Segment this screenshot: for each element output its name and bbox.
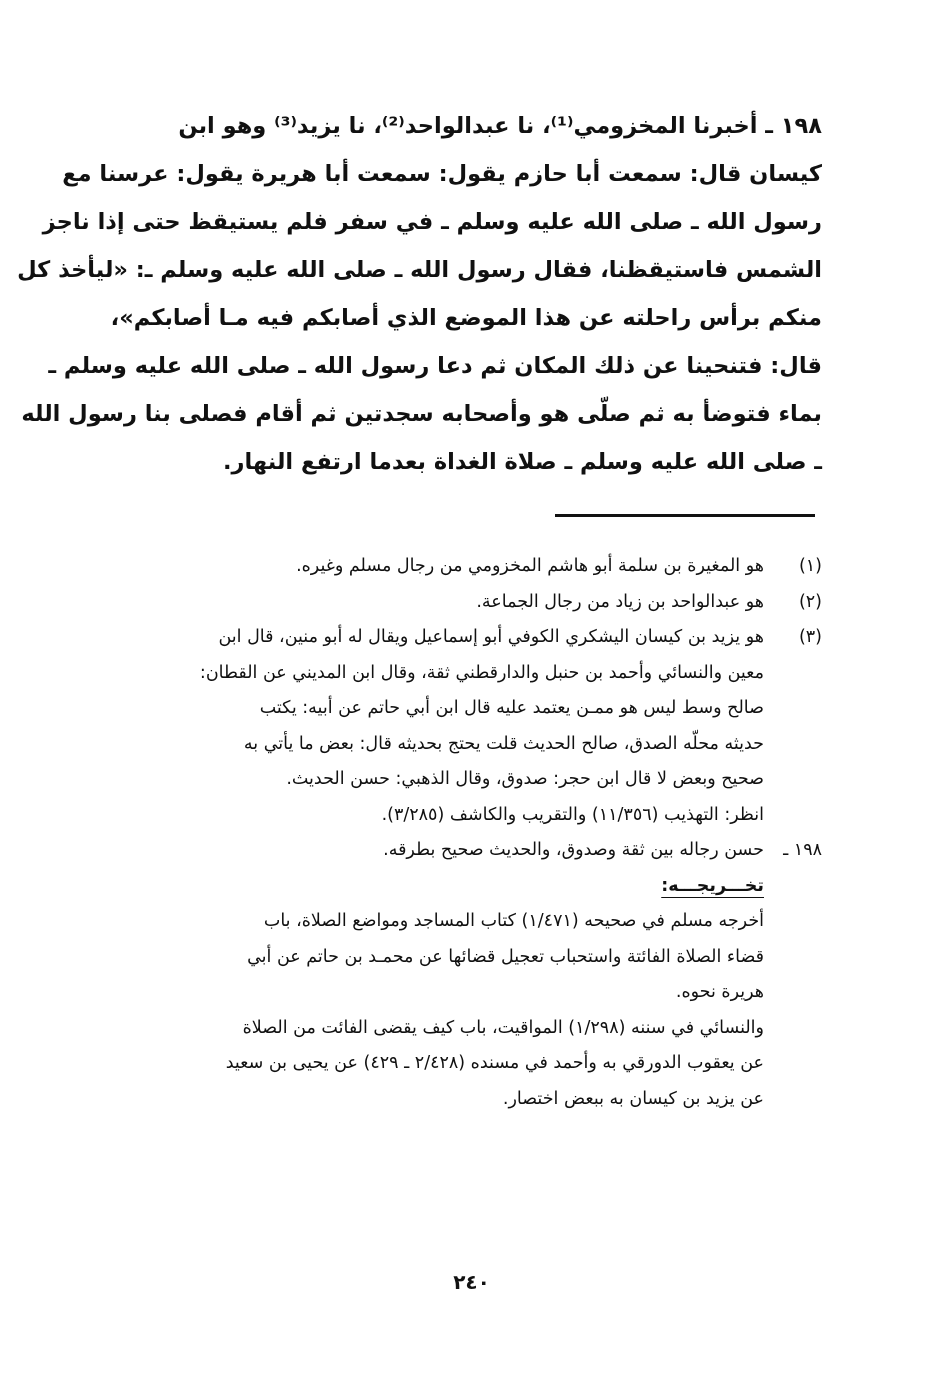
- footnote-line: هو المغيرة بن سلمة أبو هاشم المخزومي من رجال مسلم وغيره.: [296, 556, 764, 576]
- footnote-line: معين والنسائي وأحمد بن حنبل والدارقطني ثقة، وقال ابن المديني عن القطان:: [199, 662, 764, 683]
- footnotes-section: [118, 549, 822, 1117]
- page-number: ٢٤٠: [453, 1270, 490, 1294]
- footnote: [118, 833, 822, 869]
- footnote-number: ١٩٨ ـ: [783, 840, 822, 860]
- text-line: ـ صلى الله عليه وسلم ـ صلاة الغداة بعدما ارتفع النهار.: [222, 449, 822, 475]
- text-line: رسول الله ـ صلى الله عليه وسلم ـ في سفر فلم يستيقظ حتى إذا ناجز: [42, 209, 822, 235]
- hadith-text: [17, 102, 822, 486]
- takhrij-line: هريرة نحوه.: [675, 982, 764, 1002]
- footnote-body: [118, 549, 764, 585]
- takhrij-line: والنسائي في سننه (١/٢٩٨) المواقيت، باب كيف يقضى الفائت من الصلاة: [242, 1017, 764, 1038]
- text-line: منكم برأس راحلته عن هذا الموضع الذي أصابكم فيه مـا أصابكم»،: [110, 305, 822, 331]
- footnote-line: صحيح وبعض لا قال ابن حجر: صدوق، وقال الذهبي: حسن الحديث.: [286, 769, 764, 789]
- text-line: الشمس فاستيقظنا، فقال رسول الله ـ صلى الله عليه وسلم ـ: «ليأخذ كل: [17, 257, 822, 283]
- footnote: [118, 585, 822, 621]
- footnote-line: هو عبدالواحد بن زياد من رجال الجماعة.: [476, 591, 764, 612]
- footnote-body: [118, 620, 764, 833]
- takhrij-line: عن يعقوب الدورقي به وأحمد في مسنده (٢/٤٢٨ ـ ٤٢٩) عن يحيى بن سعيد: [225, 1053, 764, 1073]
- takhrij-line: قضاء الصلاة الفائتة واستحباب تعجيل قضائها عن محمـد بن حاتم عن أبي: [247, 946, 764, 967]
- footnote-line: حديثه محلّه الصدق، صالح الحديث قلت يحتج بحديثه قال: بعض ما يأتي به: [243, 733, 764, 754]
- text-line: ١٩٨ ـ أخبرنا المخزومي⁽¹⁾، نا عبدالواحد⁽²⁾، نا يزيد⁽³⁾ وهو ابن: [178, 113, 822, 139]
- footnote-separator: [555, 514, 815, 517]
- takhrij-text: [118, 904, 822, 1117]
- footnote-body: [118, 833, 764, 869]
- footnote-body: [118, 585, 764, 621]
- footnote-number: (٣): [798, 627, 822, 647]
- footnote-line: صالح وسط ليس هو ممـن يعتمد عليه قال ابن أبي حاتم عن أبيه: يكتب: [259, 698, 764, 718]
- footnote-line: هو يزيد بن كيسان اليشكري الكوفي أبو إسماعيل ويقال له أبو منين، قال ابن: [218, 627, 764, 647]
- takhrij-line: أخرجه مسلم في صحيحه (١/٤٧١) كتاب المساجد ومواضع الصلاة، باب: [263, 911, 764, 931]
- footnote: [118, 549, 822, 585]
- takhrij-line: عن يزيد بن كيسان به ببعض اختصار.: [502, 1088, 764, 1109]
- text-line: بماء فتوضأ به ثم صلّى هو وأصحابه سجدتين ثم أقام فصلى بنا رسول الله: [21, 401, 822, 427]
- footnote-number: (١): [798, 556, 822, 576]
- footnote-line: انظر: التهذيب (١١/٣٥٦) والتقريب والكاشف (٣/٢٨٥).: [381, 804, 764, 825]
- text-line: قال: فتنحينا عن ذلك المكان ثم دعا رسول الله ـ صلى الله عليه وسلم ـ: [48, 353, 822, 379]
- text-line: كيسان قال: سمعت أبا حازم يقول: سمعت أبا هريرة يقول: عرسنا مع: [62, 161, 822, 187]
- footnote-list: [118, 549, 822, 869]
- footnote-number: (٢): [798, 591, 822, 612]
- takhrij-heading: تخـــريجـــه:: [661, 875, 764, 896]
- footnote: [118, 620, 822, 833]
- footnote-line: حسن رجاله بين ثقة وصدوق، والحديث صحيح بطرقه.: [383, 840, 764, 860]
